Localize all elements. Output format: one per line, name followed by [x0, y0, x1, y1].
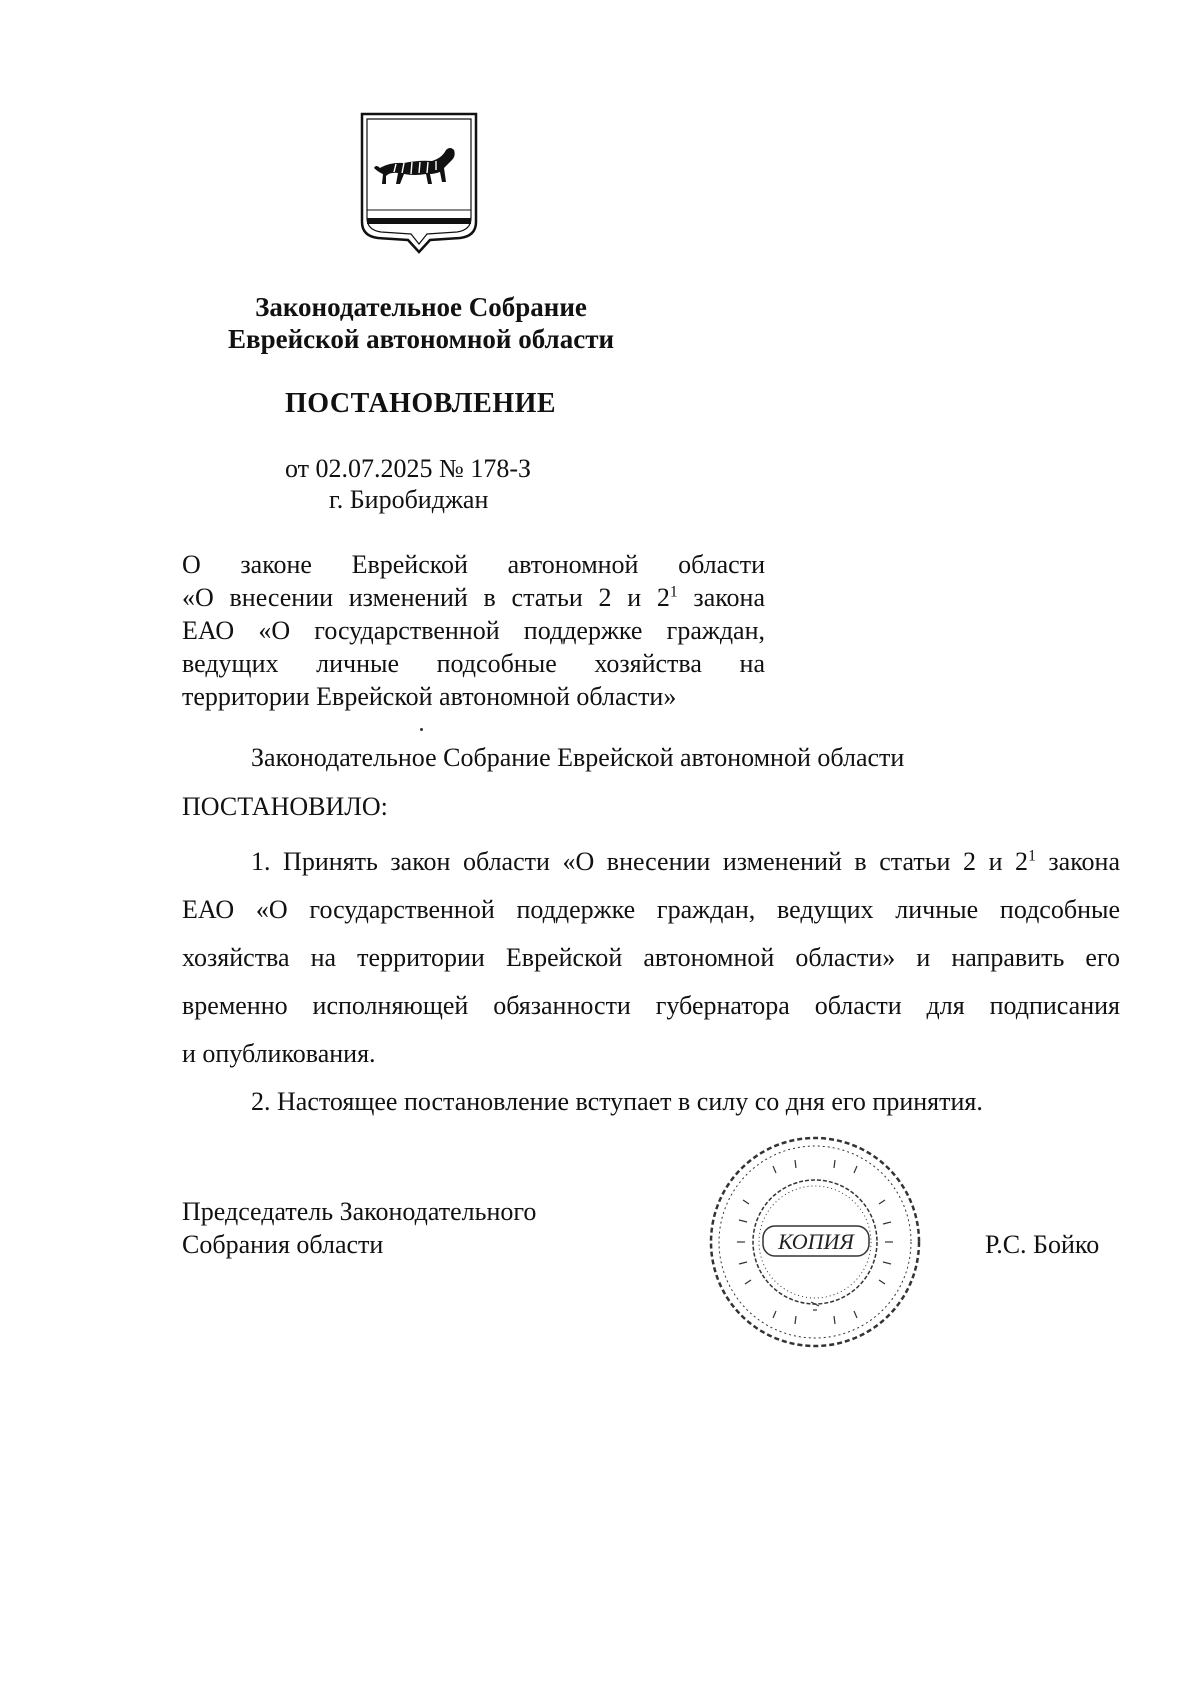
coat-of-arms-emblem	[356, 110, 482, 260]
document-title	[182, 548, 765, 713]
date-and-number: от 02.07.2025 № 178-З	[285, 454, 532, 483]
city: г. Биробиджан	[329, 485, 489, 514]
title-line: территории Еврейской автономной области»	[182, 682, 677, 711]
signatory-name: Р.С. Бойко	[985, 1230, 1100, 1259]
paragraph-2: 2. Настоящее постановление вступает в силу со дня его принятия.	[251, 1087, 983, 1116]
title-line: «О внесении изменений в статьи 2 и $2^1$ закона	[182, 583, 766, 612]
org-name-line2: Еврейской автономной области	[227, 324, 615, 354]
document-type: ПОСТАНОВЛЕНИЕ	[285, 388, 557, 419]
paragraph-1	[182, 838, 1120, 1078]
speck-mark	[420, 728, 423, 731]
resolved-heading: ПОСТАНОВИЛО:	[182, 792, 388, 821]
org-name-line1: Законодательное Собрание	[255, 292, 587, 322]
title-line: ЕАО «О государственной поддержке граждан,	[182, 616, 765, 645]
paragraph-line: хозяйства на территории Еврейской автономной области» и направить его	[182, 943, 1120, 972]
position-line: Председатель Законодательного	[182, 1197, 537, 1226]
paragraph-line: временно исполняющей обязанности губернатора области для подписания	[182, 991, 1120, 1020]
title-line: О законе Еврейской автономной области	[182, 550, 765, 579]
stamp-center-text: КОПИЯ	[778, 1229, 854, 1254]
round-stamp-seal	[703, 1130, 928, 1355]
paragraph-line: ЕАО «О государственной поддержке граждан, ведущих личные подсобные	[182, 895, 1120, 924]
position-line: Собрания области	[182, 1230, 384, 1259]
title-line: ведущих личные подсобные хозяйства на	[182, 649, 765, 678]
assembly-line: Законодательное Собрание Еврейской автономной области	[251, 743, 905, 772]
paragraph-line: и опубликования.	[182, 1039, 376, 1068]
paragraph-line: 1. Принять закон области «О внесении изменений в статьи 2 и $2^1$ закона	[251, 847, 1120, 876]
signatory-position	[182, 1195, 536, 1261]
